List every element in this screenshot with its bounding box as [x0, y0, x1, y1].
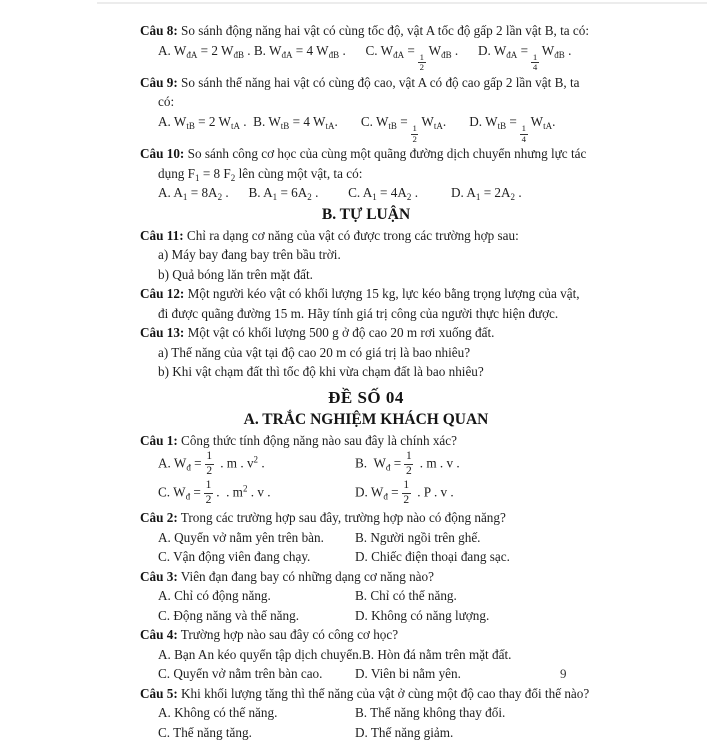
question-12 [140, 284, 592, 323]
option-d: D. Chiếc điện thoại đang sạc. [355, 549, 510, 565]
question-11-part-b: b) Quả bóng lăn trên mặt đất. [158, 266, 313, 282]
option-b: B. Thế năng không thay đổi. [355, 705, 506, 721]
question-5-options-row-1 [158, 703, 592, 723]
question-10 [140, 144, 592, 183]
question-8-options: A. $W_{đA} = 2$ $W_{đB}$ . B. $W_{đA} = 4$ $W_{đB}$ . C. $W_{đA}$ = $\frac{1}{2}$ $W_{đB}$ . D. $W_{đA}$ = $\frac{1}{4}$ $W_{đB}$ . [158, 42, 572, 73]
question-5-options-row-2 [158, 723, 592, 742]
question-12-label: Câu 12: [140, 286, 185, 302]
option-d: D. Không có năng lượng. [355, 607, 490, 623]
option-d: D. Viên bi nằm yên. [355, 666, 461, 682]
fraction: $\frac{1}{4}$ [532, 51, 538, 73]
question-1-options-row-1 [158, 450, 592, 479]
question-4-text: Trường hợp nào sau đây có công cơ học? [177, 627, 399, 643]
question-2-options-row-1 [158, 528, 592, 548]
section-heading-trac-nghiem: A. TRẮC NGHIỆM KHÁCH QUAN [243, 410, 489, 428]
question-11-part-a: a) Máy bay đang bay trên bầu trời. [158, 247, 341, 263]
question-13-part-a: a) Thế năng của vật tại độ cao 20 m có giá trị là bao nhiêu? [158, 344, 471, 360]
section-heading-tu-luan: B. TỰ LUẬN [321, 205, 411, 223]
question-9-label: Câu 9: [140, 74, 178, 90]
fraction: $\frac{1}{2}$ [412, 122, 417, 144]
question-10-options: A. $A_1 = 8A_2$ . B. $A_1 = 6A_2$ . C. $A_1 = 4A_2$ . D. $A_1 = 2A_2$ . [158, 185, 522, 203]
question-3-label: Câu 3: [140, 568, 178, 584]
question-9-text: So sánh thế năng hai vật có cùng độ cao, vật A có độ cao gấp 2 lần vật B, ta có: [158, 74, 580, 110]
question-5 [140, 684, 592, 704]
question-8-label: Câu 8: [140, 23, 178, 38]
option-a: A. Không có thế năng. [158, 705, 278, 721]
option-c: C. $W_đ$ = $\frac{1}{2}$ . . $m^2$ . v . [158, 479, 271, 507]
question-8 [140, 21, 592, 41]
option-b: B. Người ngồi trên ghế. [355, 529, 481, 545]
option-a: A. $W_đ$ = $\frac{1}{2}$ . m . $v^2$ . [158, 450, 265, 478]
fraction: $\frac{1}{2}$ [419, 51, 425, 73]
question-3-options-row-1 [158, 586, 592, 606]
question-1-text: Công thức tính động năng nào sau đây là chính xác? [177, 432, 457, 448]
fraction: $\frac{1}{2}$ [205, 479, 212, 507]
question-4-label: Câu 4: [140, 627, 178, 643]
question-2-options-row-2 [158, 547, 592, 567]
option-a: A. Quyển vở nằm yên trên bàn. [158, 529, 324, 545]
question-13 [140, 323, 592, 343]
question-10-label: Câu 10: [140, 146, 185, 162]
question-1-label: Câu 1: [140, 432, 178, 448]
question-3 [140, 567, 592, 587]
question-13-label: Câu 13: [140, 325, 185, 341]
page-content [140, 21, 592, 742]
question-5-text: Khi khối lượng tăng thì thế năng của vật ở cùng một độ cao thay đổi thế nào? [177, 685, 590, 701]
fraction: $\frac{1}{2}$ [403, 479, 410, 507]
fraction: $\frac{1}{4}$ [521, 122, 527, 144]
question-11-label: Câu 11: [140, 227, 184, 243]
question-9 [140, 73, 592, 112]
option-d: D. Thế năng giảm. [355, 724, 454, 740]
question-2 [140, 508, 592, 528]
question-2-label: Câu 2: [140, 510, 178, 526]
page-edge-line [97, 2, 707, 4]
question-1-options-row-2 [158, 479, 592, 508]
question-3-options-row-2 [158, 606, 592, 626]
question-13-text: Một vật có khối lượng 500 g ở độ cao 20 m rơi xuống đất. [184, 325, 495, 341]
question-12-text: Một người kéo vật có khối lượng 15 kg, lực kéo bằng trọng lượng của vật, đi được quãng đường 15 m. Hãy tính giá trị công của người thực hiện được. [158, 286, 580, 321]
option-c: C. Thế năng tăng. [158, 724, 252, 740]
option-c: C. Động năng và thế năng. [158, 607, 300, 623]
fraction: $\frac{1}{2}$ [405, 450, 412, 478]
question-4 [140, 625, 592, 645]
question-4-options-row-1 [158, 645, 592, 665]
question-11-text: Chỉ ra dạng cơ năng của vật có được trong các trường hợp sau: [183, 227, 519, 243]
option-b: B. $W_đ$ = $\frac{1}{2}$ . m . v . [355, 450, 460, 478]
option-b: B. Hòn đá nằm trên mặt đất. [362, 646, 512, 662]
option-a: A. Bạn An kéo quyển tập dịch chuyển. [158, 646, 362, 662]
question-1 [140, 431, 592, 451]
question-9-options: A. $W_{tB} = 2$ $W_{tA}$ . B. $W_{tB} = 4$ $W_{tA}$. C. $W_{tB}$ = $\frac{1}{2}$ $W_{tA}$. D. $W_{tB}$ = $\frac{1}{4}$ $W_{tA}$. [158, 113, 556, 144]
question-5-label: Câu 5: [140, 685, 178, 701]
question-4-options-row-2 [158, 664, 592, 684]
option-a: A. Chỉ có động năng. [158, 588, 271, 604]
exam-title: ĐỀ SỐ 04 [328, 387, 404, 407]
question-10-text: So sánh công cơ học của cùng một quãng đường dịch chuyển nhưng lực tác dụng $F_1 = 8$ $F_2$ lên cùng một vật, ta có: [158, 146, 587, 183]
option-b: B. Chỉ có thế năng. [355, 588, 457, 604]
question-2-text: Trong các trường hợp sau đây, trường hợp nào có động năng? [177, 510, 506, 526]
question-3-text: Viên đạn đang bay có những dạng cơ năng nào? [177, 568, 434, 584]
fraction: $\frac{1}{2}$ [206, 450, 213, 478]
question-13-part-b: b) Khi vật chạm đất thì tốc độ khi vừa chạm đất là bao nhiêu? [158, 364, 484, 380]
page-number: 9 [560, 666, 567, 681]
question-11 [140, 226, 592, 246]
option-c: C. Vận động viên đang chạy. [158, 549, 311, 565]
question-8-text: So sánh động năng hai vật có cùng tốc độ, vật A tốc độ gấp 2 lần vật B, ta có: [177, 23, 590, 38]
option-c: C. Quyển vở nằm trên bàn cao. [158, 666, 323, 682]
option-d: D. $W_đ$ = $\frac{1}{2}$ . P . v . [355, 479, 454, 507]
